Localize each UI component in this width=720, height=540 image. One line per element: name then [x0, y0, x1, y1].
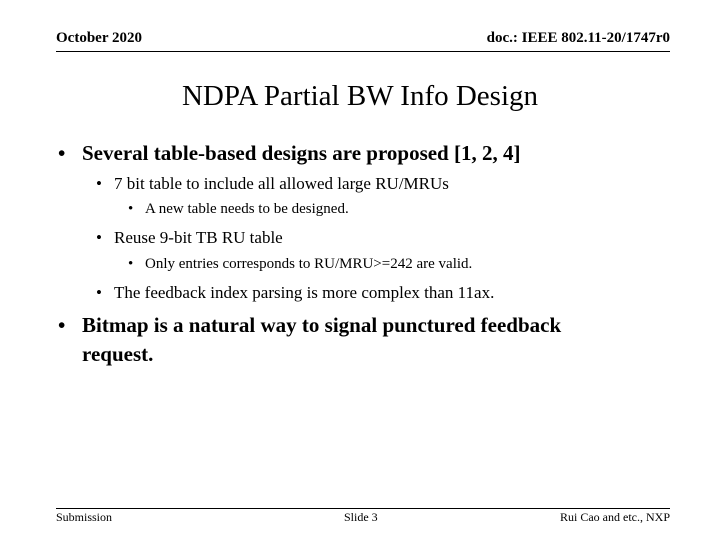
bullet-1-2-1-text: Only entries corresponds to RU/MRU>=242 are valid. [145, 256, 473, 272]
footer-rule [56, 508, 670, 509]
bullet-1-3-glyph: • [96, 283, 102, 302]
footer-slide-number: Slide 3 [344, 510, 378, 524]
header-rule [56, 51, 670, 52]
bullet-1-1-1-glyph: • [128, 201, 134, 217]
bullet-2-text: Bitmap is a natural way to signal punctured feedback [82, 313, 562, 337]
bullet-1-glyph: • [58, 141, 66, 165]
footer-author: Rui Cao and etc., NXP [560, 510, 670, 524]
bullet-1-2-text: Reuse 9-bit TB RU table [114, 228, 283, 247]
bullet-1-3-text: The feedback index parsing is more complex than 11ax. [114, 283, 495, 302]
slide-title: NDPA Partial BW Info Design [181, 80, 539, 112]
bullet-2-glyph: • [58, 313, 66, 337]
bullet-1-2-glyph: • [96, 228, 102, 247]
bullet-2-continuation-text: request. [82, 342, 154, 366]
bullet-1-text: Several table-based designs are proposed [1, 2, 4] [82, 141, 521, 165]
header-doc-id: doc.: IEEE 802.11-20/1747r0 [486, 30, 670, 46]
bullet-1-2-1-glyph: • [128, 256, 134, 272]
bullet-1-1-1-text: A new table needs to be designed. [145, 201, 349, 217]
footer-submission: Submission [56, 510, 113, 524]
header-date: October 2020 [56, 30, 142, 46]
bullet-1-1-glyph: • [96, 174, 102, 193]
bullet-1-1-text: 7 bit table to include all allowed large RU/MRUs [114, 174, 449, 193]
